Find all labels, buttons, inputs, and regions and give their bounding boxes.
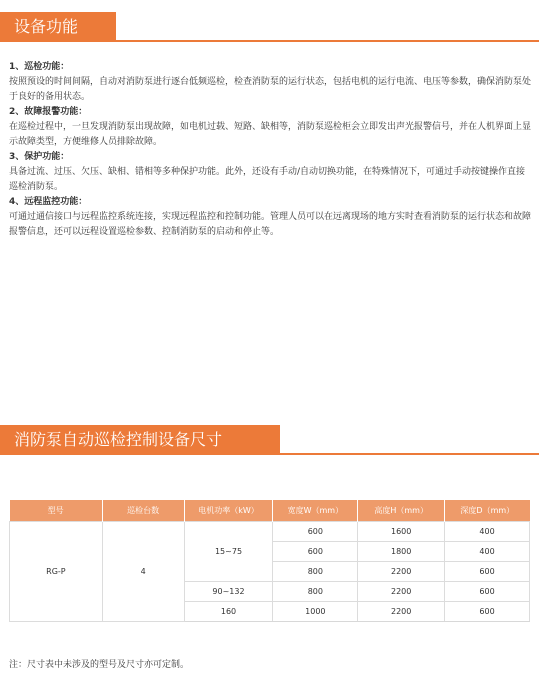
depth-cell: 600 (445, 602, 530, 622)
depth-cell: 600 (445, 582, 530, 602)
power-cell: 160 (184, 602, 273, 622)
width-cell: 800 (273, 582, 358, 602)
section-header-functions (0, 12, 539, 42)
table-row (10, 522, 530, 542)
header-width: 宽度W（mm） (273, 500, 358, 522)
feature-1-title: 1、巡检功能： (9, 62, 70, 72)
section-divider (0, 40, 539, 42)
section-header-dimensions (0, 425, 539, 455)
depth-cell: 400 (445, 522, 530, 542)
power-cell: 90~132 (184, 582, 273, 602)
dimension-table (9, 500, 530, 622)
header-depth: 深度D（mm） (445, 500, 530, 522)
footnote: 注：尺寸表中未涉及的型号及尺寸亦可定制。 (9, 660, 190, 670)
height-cell: 2200 (358, 562, 445, 582)
height-cell: 1600 (358, 522, 445, 542)
header-height: 高度H（mm） (358, 500, 445, 522)
feature-2-title: 2、故障报警功能： (9, 107, 88, 117)
height-cell: 2200 (358, 582, 445, 602)
feature-4-body: 可通过通信接口与远程监控系统连接，实现远程监控和控制功能。管理人员可以在远离现场的地方实时查看消防泵的运行状态和故障报警信息，还可以远程设置巡检参数、控制消防泵的启动和停止等。 (9, 212, 532, 237)
feature-3-body: 具备过流、过压、欠压、缺相、错相等多种保护功能。此外，还设有手动/自动切换功能，在特殊情况下，可通过手动按键操作直接巡检消防泵。 (9, 167, 526, 192)
header-count: 巡检台数 (102, 500, 184, 522)
depth-cell: 600 (445, 562, 530, 582)
features-content (9, 60, 531, 240)
width-cell: 600 (273, 522, 358, 542)
feature-4-title: 4、远程监控功能： (9, 197, 88, 207)
width-cell: 1000 (273, 602, 358, 622)
feature-2-body: 在巡检过程中，一旦发现消防泵出现故障，如电机过载、短路、缺相等，消防泵巡检柜会立即发出声光报警信号，并在人机界面上显示故障类型，方便维修人员排除故障。 (9, 122, 532, 147)
table-header-row (10, 500, 530, 522)
section-divider (0, 453, 539, 455)
feature-3-title: 3、保护功能： (9, 152, 70, 162)
width-cell: 600 (273, 542, 358, 562)
header-model: 型号 (10, 500, 103, 522)
height-cell: 1800 (358, 542, 445, 562)
feature-1-body: 按照预设的时间间隔，自动对消防泵进行逐台低频巡检，检查消防泵的运行状态，包括电机的运行电流、电压等参数，确保消防泵处于良好的备用状态。 (9, 77, 532, 102)
count-cell: 4 (102, 522, 184, 622)
model-cell: RG-P (10, 522, 103, 622)
section-title-dimensions: 消防泵自动巡检控制设备尺寸 (0, 425, 280, 455)
depth-cell: 400 (445, 542, 530, 562)
section-title-functions: 设备功能 (0, 12, 116, 42)
height-cell: 2200 (358, 602, 445, 622)
power-cell: 15~75 (184, 522, 273, 582)
header-power: 电机功率（kW） (184, 500, 273, 522)
width-cell: 800 (273, 562, 358, 582)
